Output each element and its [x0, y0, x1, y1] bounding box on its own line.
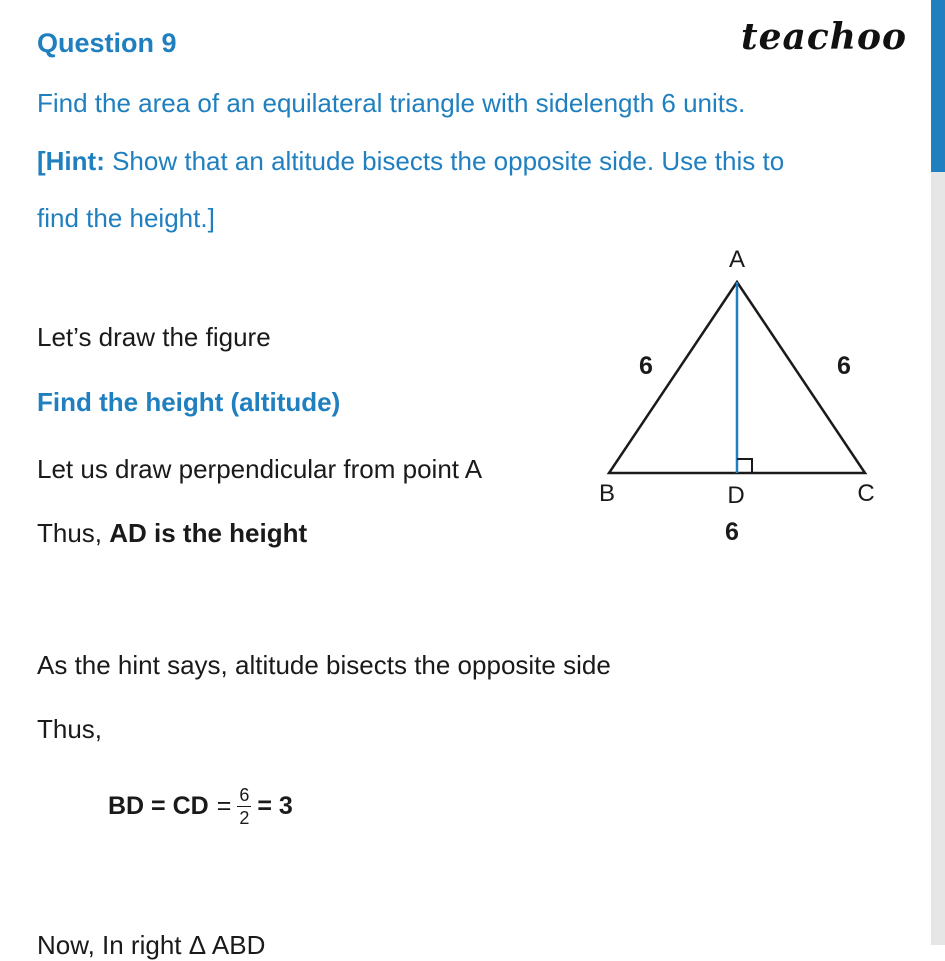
equation-equals: = [216, 792, 232, 820]
side-ac-label: 6 [837, 352, 851, 380]
hint-label: [Hint: [37, 146, 105, 176]
side-bc-label: 6 [725, 518, 739, 546]
figure-intro: Let’s draw the figure [37, 322, 271, 352]
vertex-a-label: A [728, 246, 746, 273]
height-statement [37, 518, 307, 549]
bd-cd-equation [108, 784, 293, 829]
teachoo-logo: teachoo [741, 16, 907, 58]
scrollbar-thumb[interactable] [931, 0, 945, 172]
fraction-denominator: 2 [239, 808, 250, 828]
question-title: Question 9 [37, 28, 177, 58]
question-text: Find the area of an equilateral triangle with sidelength 6 units. [37, 88, 746, 118]
triangle-figure [590, 240, 890, 550]
height-prefix: Thus, [37, 518, 110, 548]
fraction-numerator: 6 [239, 785, 250, 805]
equation-rhs: = 3 [257, 792, 293, 820]
perpendicular-text: Let us draw perpendicular from point A [37, 454, 483, 484]
vertex-b-label: B [598, 480, 616, 507]
thus-text: Thus, [37, 714, 103, 744]
hint-line-2: find the height.] [37, 203, 215, 233]
hint-line-1 [37, 146, 784, 177]
side-ab-label: 6 [639, 352, 653, 380]
hint-text: Show that an altitude bisects the opposite side. Use this to [104, 146, 785, 176]
bisect-statement: As the hint says, altitude bisects the opposite side [37, 650, 611, 680]
vertex-c-label: C [857, 480, 875, 507]
foot-d-label: D [727, 482, 745, 509]
section-heading: Find the height (altitude) [37, 387, 341, 417]
equation-lhs: BD = CD [108, 792, 209, 820]
right-angle-mark [737, 459, 752, 473]
height-bold: AD is the height [109, 518, 308, 548]
fraction [237, 784, 251, 829]
cut-off-line: Now, In right Δ ABD [37, 930, 266, 960]
